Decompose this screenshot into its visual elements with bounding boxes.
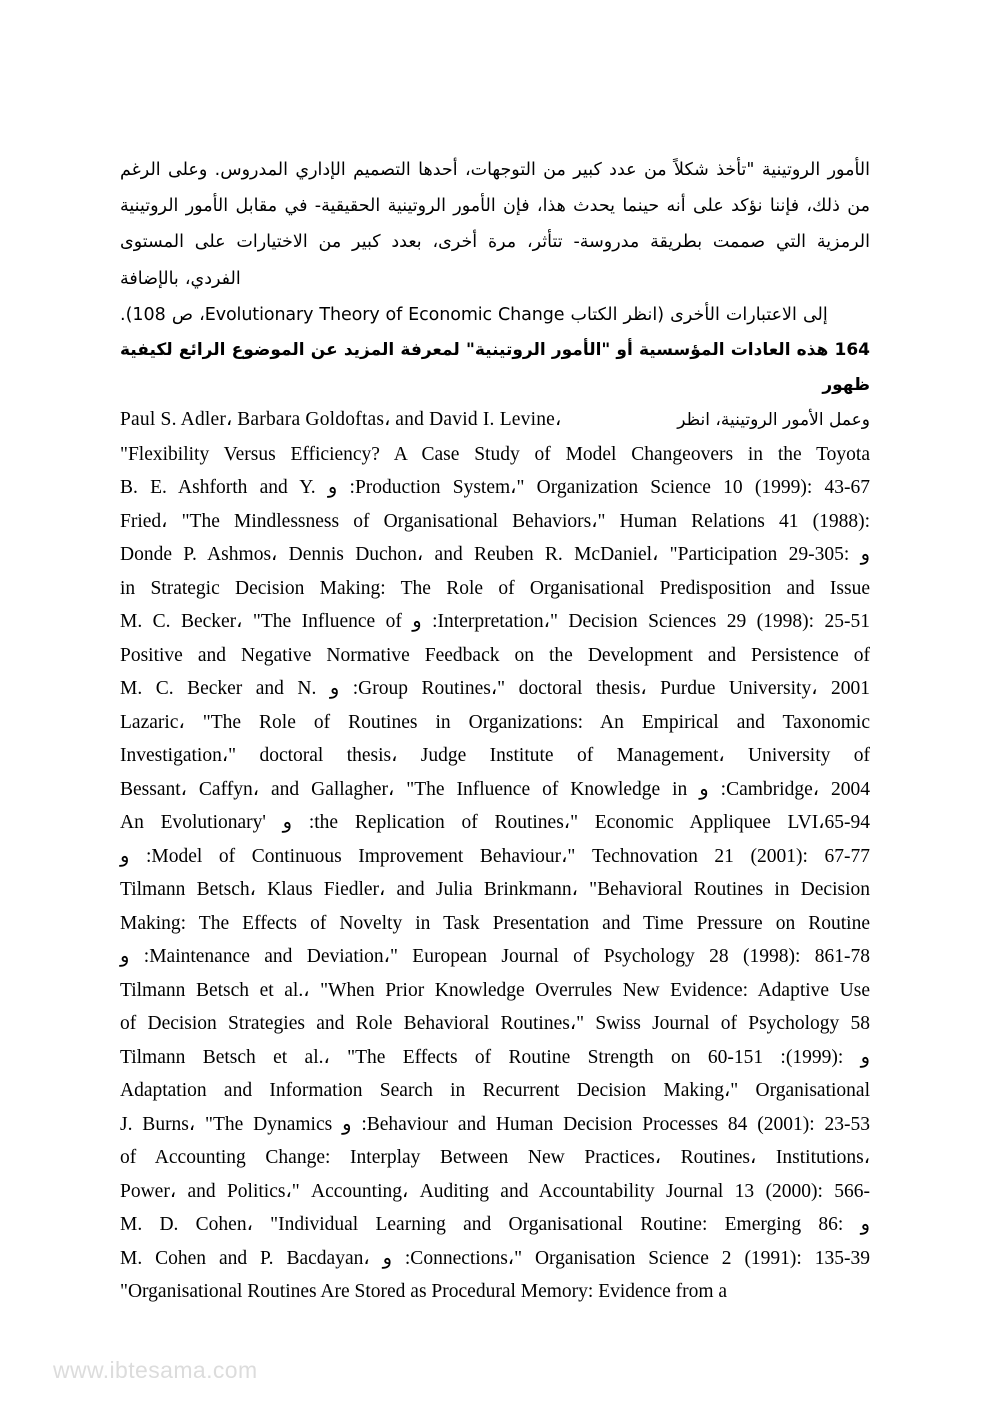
reference-line: Lazaric، "The Role of Routines in Organizations: An Empirical and Taxonomic — [120, 711, 870, 733]
reference-line: Positive and Negative Normative Feedback on the Development and Persistence of — [120, 644, 870, 666]
mixed-line-latin: Paul S. Adler، Barbara Goldoftas، and David I. Levine، — [120, 409, 562, 431]
reference-line: in Strategic Decision Making: The Role of Organisational Predisposition and Issue — [120, 577, 870, 599]
reference-line: Tilmann Betsch et al.، "The Effects of Routine Strength on و :(1999): 151-60 — [120, 1046, 870, 1068]
reference-line: Bessant، Caffyn، and Gallagher، "The Influence of Knowledge in و :Cambridge، 2004 — [120, 778, 870, 800]
reference-line: "Organisational Routines Are Stored as Procedural Memory: Evidence from a — [120, 1281, 728, 1303]
reference-line: Adaptation and Information Search in Recurrent Decision Making،" Organisational — [120, 1080, 870, 1102]
intro-closing-line: إلى الاعتبارات الأخرى (انظر الكتاب Evolutionary Theory of Economic Change، ص 108). — [120, 304, 828, 325]
reference-line: M. D. Cohen، "Individual Learning and Organisational Routine: Emerging و :86 — [120, 1214, 870, 1236]
intro-line: الأمور الروتينية "تأخذ شكلاً من عدد كبير من التوجهات، أحدها التصميم الإداري المدروس. وعلى الرغم من — [120, 160, 870, 217]
site-watermark: www.ibtesama.com — [53, 1357, 258, 1383]
reference-line: of Decision Strategies and Role Behavioral Routines،" Swiss Journal of Psychology 58 — [120, 1013, 870, 1035]
reference-line: "Flexibility Versus Efficiency? A Case Study of Model Changeovers in the Toyota — [120, 443, 870, 465]
reference-line: Tilmann Betsch et al.، "When Prior Knowledge Overrules New Evidence: Adaptive Use — [120, 979, 870, 1001]
reference-line: of Accounting Change: Interplay Between New Practices، Routines، Institutions، — [120, 1147, 870, 1169]
reference-line: B. E. Ashforth and Y. و :Production System،" Organization Science 10 (1999): 43-67 — [120, 477, 870, 499]
text-column — [120, 152, 870, 1309]
reference-line: Fried، "The Mindlessness of Organisational Behaviors،" Human Relations 41 (1988): — [120, 510, 870, 532]
reference-line: J. Burns، "The Dynamics و :Behaviour and Human Decision Processes 84 (2001): 23-53 — [120, 1113, 870, 1135]
reference-line: Tilmann Betsch، Klaus Fiedler، and Julia Brinkmann، "Behavioral Routines in Decision — [120, 879, 870, 901]
reference-line: و :Maintenance and Deviation،" European Journal of Psychology 28 (1998): 861-78 — [120, 946, 870, 968]
reference-line: M. Cohen and P. Bacdayan، و :Connections،" Organisation Science 2 (1991): 135-39 — [120, 1247, 870, 1269]
reference-line: M. C. Becker and N. و :Group Routines،" doctoral thesis، Purdue University، 2001 — [120, 678, 870, 700]
reference-line: Investigation،" doctoral thesis، Judge Institute of Management، University of — [120, 745, 870, 767]
intro-paragraph — [120, 152, 870, 333]
intro-line: ذلك، فإننا نؤكد على أنه حينما يحدث هذا، فإن الأمور الروتينية الحقيقية- في مقابل الأمور الروتينية الرمزية — [120, 196, 870, 253]
intro-line: التي صممت بطريقة مدروسة- تتأثر، مرة أخرى، بعدد كبير من الاختيارات على المستوى الفردي، بالإضافة — [120, 232, 807, 289]
reference-line: Making: The Effects of Novelty in Task Presentation and Time Pressure on Routine — [120, 912, 870, 934]
reference-line: Donde P. Ashmos، Dennis Duchon، and Reuben R. McDaniel، "Participation و :305-29 — [120, 544, 870, 566]
reference-line: An Evolutionary' و :the Replication of Routines،" Economic Appliquee LVI،65-94 — [120, 812, 870, 834]
mixed-reference-line — [120, 403, 870, 438]
section-heading: 164 هذه العادات المؤسسية أو "الأمور الروتينية" لمعرفة المزيد عن الموضوع الرائع لكيفية ظهور — [120, 340, 870, 396]
reference-line: Power، and Politics،" Accounting، Auditing and Accountability Journal 13 (2000): 566- — [120, 1180, 870, 1202]
mixed-line-arabic: وعمل الأمور الروتينية، انظر — [677, 410, 870, 431]
reference-line: و :Model of Continuous Improvement Behaviour،" Technovation 21 (2001): 67-77 — [120, 845, 870, 867]
reference-line: M. C. Becker، "The Influence of و :Interpretation،" Decision Sciences 29 (1998): 25-51 — [120, 611, 870, 633]
reference-line-list — [120, 438, 870, 1309]
